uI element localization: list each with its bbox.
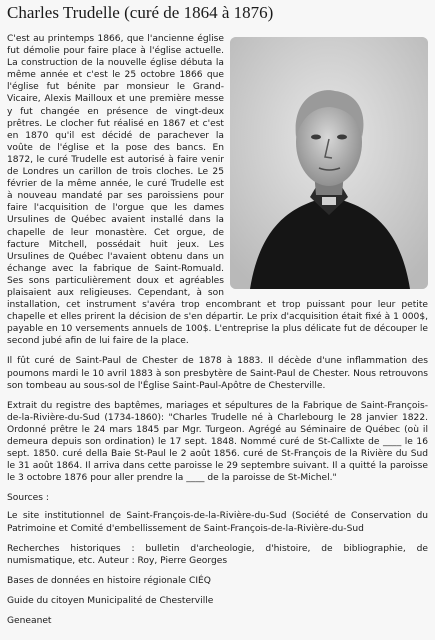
paragraph-register-extract: Extrait du registre des baptêmes, mariages et sépultures de la Fabrique de Saint-François-de-la-Rivière-du-Sud (1734-1860): "Charles Trudelle né à Charlebourg le 28 janvier 1822. Ordonné prêtre le 24 mars 1845 par Mgr. Turgeon. Agrégé au Séminaire de Québec (où il demeura depuis son ordination) le 17 sept. 1848. Nommé curé de St-Callixte de ____ le 16 sept. 1850. curé della Baie St-Paul le 2 août 1856. curé de St-François de la Rivière du Sud le 31 août 1864. Il arriva dans cette paroisse le 29 septembre suivant. Il a quitté la paroisse le 3 octobre 1876 pour aller prendre la ____ de la paroisse de St-Michel." (7, 400, 428, 484)
source-item: Geneanet (7, 616, 52, 627)
paragraph-history: C'est au printemps 1866, que l'ancienne église fut démolie pour faire place à l'église actuelle. La construction de la nouvelle église débuta la même année et c'est le 25 octobre 1866 que l'église fut bénite par monsieur le Grand-Vicaire, Alexis Mailloux et une première messe y fut changée en présence de vingt-deux prêtres. Le clocher fut réalisé en 1867 et c'est en 1870 qu'il est décidé de parachever la voûte de l'église et la pose des bancs. En 1872, le curé Trudelle est autorisé à faire venir de Londres un carillon de trois cloches. Le 25 février de la même année, le curé Trudelle est à nouveau mandaté par ses paroissiens pour faire l'acquisition de l'orgue que les dames Ursulines de Québec avaient installé dans la chapelle de leur monastère. Cet orgue, de facture Mitchell, possédait huit jeux. Les Ursulines de Québec l'avaient obtenu dans un échange avec la fabrique de Saint-Romuald. Ses sons particulièrement doux et agréables plaisaient aux religieuses. Cependant, à son installation, cet instrument s'avéra trop encombrant et trop puissant pour leur petite chapelle et elles prirent la décision de s'en départir. Le prix d'acquisition était fixé à 1 000$, payable en 10 versements annuels de 100$. L'entreprise la plus délicate fut de découper le second jubé afin de lui faire de la place. (7, 34, 428, 347)
portrait-photo (230, 37, 428, 289)
page-title: Charles Trudelle (curé de 1864 à 1876) (7, 3, 274, 22)
source-item: Le site institutionnel de Saint-François-de-la-Rivière-du-Sud (Société de Conservation du Patrimoine et Comité d'embellissement de Saint-François-de-la-Rivière-du-Sud (7, 511, 428, 534)
portrait-illustration (230, 37, 428, 289)
paragraph-chester: Il fût curé de Saint-Paul de Chester de 1878 à 1883. Il décède d'une inflammation des poumons mardi le 10 avril 1883 à son presbytère de Saint-Paul de Chester. Nous retrouvons son tombeau au sous-sol de l'Église Saint-Paul-Apôtre de Chesterville. (7, 356, 428, 391)
source-item: Guide du citoyen Municipalité de Chesterville (7, 595, 214, 606)
source-item: Recherches historiques : bulletin d'archeologie, d'histoire, de bibliographie, de numismatique, etc. Auteur : Roy, Pierre Georges (7, 543, 428, 566)
sources-heading: Sources : (7, 493, 49, 504)
source-item: Bases de données en histoire régionale CIÉQ (7, 575, 211, 586)
